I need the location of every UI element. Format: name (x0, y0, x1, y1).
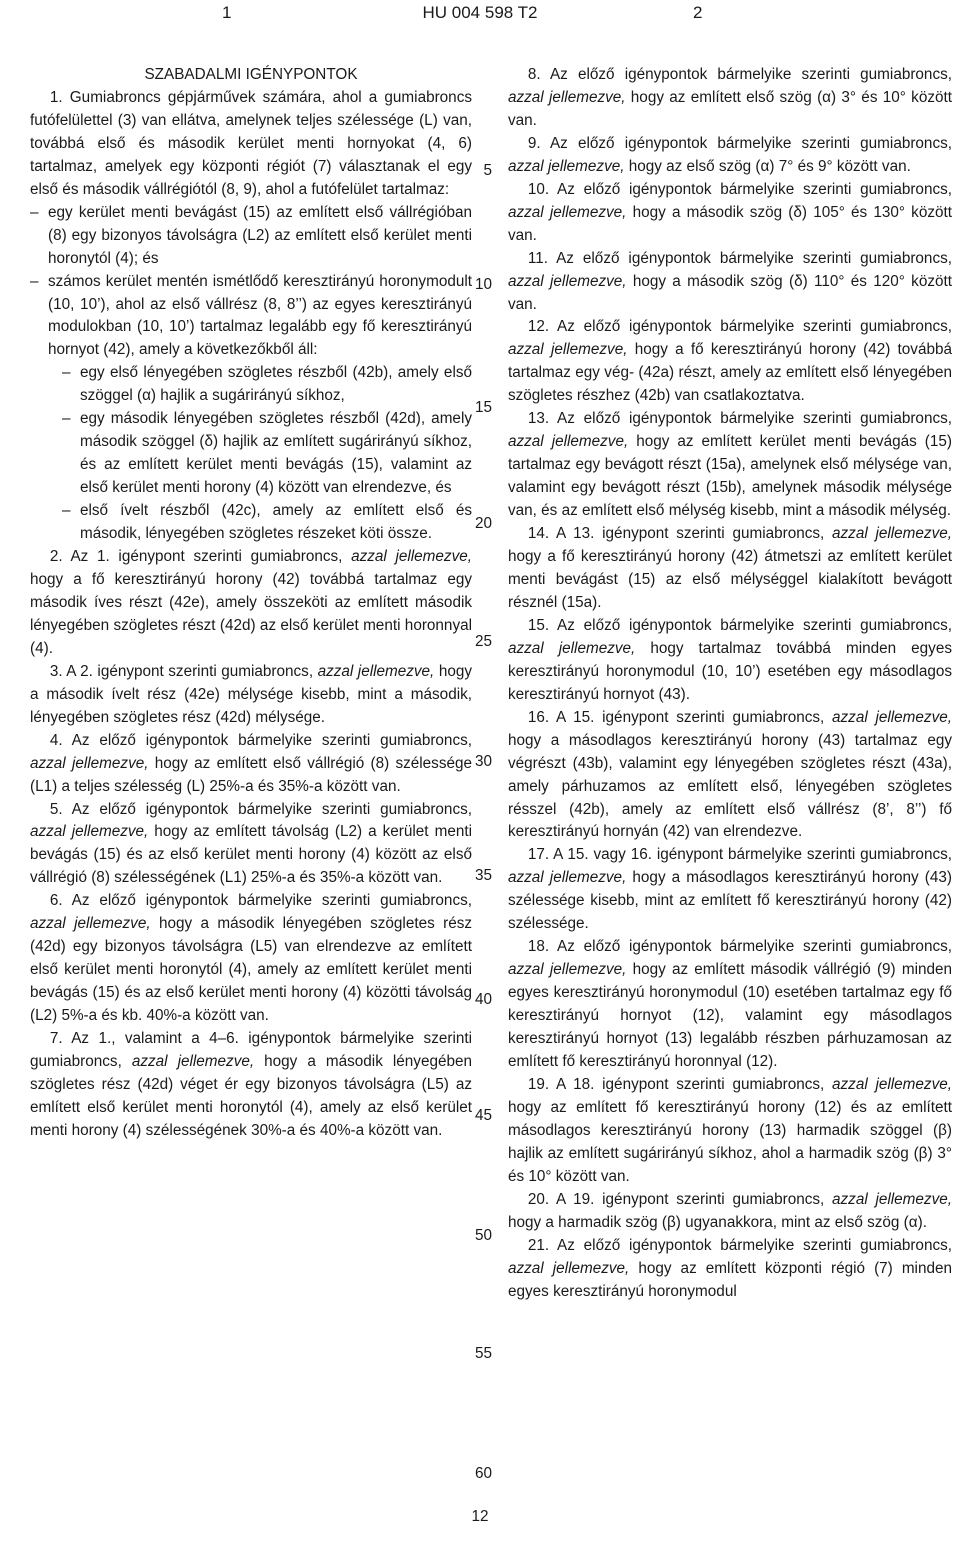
claim-11: 11. Az előző igénypontok bármelyike szerinti gumiabroncs, azzal jellemezve, hogy a második szög (δ) 110° és 120° között van. (508, 249, 952, 313)
claim-21: 21. Az előző igénypontok bármelyike szerinti gumiabroncs, azzal jellemezve, hogy az említett központi régió (7) minden egyes keresztirányú horonymodul (508, 1236, 952, 1300)
claim-8: 8. Az előző igénypontok bármelyike szerinti gumiabroncs, azzal jellemezve, hogy az említett első szög (α) 3° és 10° között van. (508, 66, 952, 129)
header-document-number: HU 004 598 T2 (422, 3, 538, 22)
line-number: 15 (474, 399, 492, 416)
line-number: 60 (474, 1465, 492, 1482)
line-number: 20 (474, 515, 492, 532)
claim-10: 10. Az előző igénypontok bármelyike szerinti gumiabroncs, azzal jellemezve, hogy a második szög (δ) 105° és 130° között van. (508, 180, 952, 244)
claim-7: 7. Az 1., valamint a 4–6. igénypontok bármelyike szerinti gumiabroncs, azzal jellemezve, hogy a második lényegében szögletes rész (42d) véget ér egy bizonyos távolságra (L5) az említett első kerület menti horonytól (4), amely az első kerület menti horony (4) szélességének 30%-a és 40%-a között van. (30, 1030, 472, 1139)
line-number: 30 (474, 753, 492, 770)
claim-5: 5. Az előző igénypontok bármelyike szerinti gumiabroncs, azzal jellemezve, hogy az említett távolság (L2) a kerület menti bevágás (15) és az első kerület menti horony (4) között az első vállrégió (8) szélességének (L1) 25%-a és 35%-a között van. (30, 800, 472, 887)
line-number: 40 (474, 991, 492, 1008)
claim-1-subitem: – első ívelt részből (42c), amely az említett első és második, lényegében szögletes részeket köti össze. (80, 500, 472, 546)
claim-20: 20. A 19. igénypont szerinti gumiabroncs, azzal jellemezve, hogy a harmadik szög (β) ugyanakkora, mint az első szög (α). (508, 1190, 952, 1231)
claim-12: 12. Az előző igénypontok bármelyike szerinti gumiabroncs, azzal jellemezve, hogy a fő keresztirányú horony (42) továbbá tartalmaz egy vég- (42a) részt, amely az említett első lényegében szögletes részhez (42b) van csatlakoztatva. (508, 318, 952, 405)
line-number: 35 (474, 867, 492, 884)
claim-6: 6. Az előző igénypontok bármelyike szerinti gumiabroncs, azzal jellemezve, hogy a második lényegében szögletes rész (42d) egy bizonyos távolságra (L5) van elrendezve az említett első kerület menti horonytól (4), amely az említett kerület menti bevágás (15) és az első kerület menti horony (4) közötti távolság (L2) 5%-a és kb. 40%-a között van. (30, 892, 473, 1025)
claim-15: 15. Az előző igénypontok bármelyike szerinti gumiabroncs, azzal jellemezve, hogy tartalmaz továbbá minden egyes keresztirányú horonymodul (10, 10’) esetében egy másodlagos keresztirányú hornyot (43). (508, 616, 952, 703)
claim-1-item: – számos kerület mentén ismétlődő keresztirányú horonymodult (10, 10’), ahol az első vállrész (8, 8’’) az egyes keresztirányú modulokban (10, 10’) tartalmaz legalább egy fő keresztirányú hornyot (42), amely a következőkből áll: (48, 271, 472, 363)
header-left-page: 1 (222, 3, 232, 22)
claim-1-intro: 1. Gumiabroncs gépjárművek számára, ahol a gumiabroncs futófelülettel (3) van ellátva, amelynek teljes szélessége (L) van, továbbá első és második kerület menti hornyokat (4, 6) tartalmaz, amelyek egy központi régiót (7) választanak el egy első és második vállrégiótól (8, 9), ahol a futófelület tartalmaz: (30, 88, 472, 198)
claim-1-subitem: – egy második lényegében szögletes részből (42d), amely második szöggel (δ) hajlik az említett sugárirányú síkhoz, és az említett kerület menti bevágás (15), valamint az első kerület menti horony (4) között van elrendezve, és (80, 408, 472, 500)
claim-16: 16. A 15. igénypont szerinti gumiabroncs, azzal jellemezve, hogy a másodlagos keresztirányú horony (43) tartalmaz egy végrészt (43b), valamint egy lényegében szögletes részt (43a), amely párhuzamos az említett első, lényegében szögletes résszel (42b), amely az említett első vállrész (8’, 8’’) fő keresztirányú hornyán (42) van elrendezve. (508, 708, 952, 841)
claims-title: SZABADALMI IGÉNYPONTOK (144, 66, 358, 83)
claim-13: 13. Az előző igénypontok bármelyike szerinti gumiabroncs, azzal jellemezve, hogy az említett kerület menti bevágás (15) tartalmaz egy bevágott részt (15a), amelynek első mélysége van, valamint egy bevágott részt (15b), amelynek második mélysége van, és az említett első mélység kisebb, mint a második mélység. (508, 410, 952, 520)
line-number: 50 (474, 1227, 492, 1244)
claim-2: 2. Az 1. igénypont szerinti gumiabroncs, azzal jellemezve, hogy a fő keresztirányú horony (42) továbbá tartalmaz egy második íves részt (42e), amely összeköti az említett második lényegében szögletes részt (42d) az első kerület menti horonnyal (4). (30, 548, 472, 657)
line-number: 25 (474, 633, 492, 650)
header-right-page: 2 (693, 3, 703, 22)
page-number: 12 (471, 1508, 489, 1525)
claim-19: 19. A 18. igénypont szerinti gumiabroncs, azzal jellemezve, hogy az említett fő keresztirányú horony (12) és az említett másodlagos keresztirányú horony (13) harmadik szöggel (β) hajlik az említett sugárirányú síkhoz, ahol a harmadik szög (β) 3° és 10° között van. (508, 1075, 952, 1185)
line-number: 10 (474, 276, 492, 293)
left-column (30, 64, 472, 1143)
claim-1-item: – egy kerület menti bevágást (15) az említett első vállrégióban (8) egy bizonyos távolságra (L2) az említett első kerület menti horonytól (4); és (48, 202, 472, 271)
claim-4: 4. Az előző igénypontok bármelyike szerinti gumiabroncs, azzal jellemezve, hogy az említett első vállrégió (8) szélessége (L1) a teljes szélesség (L) 25%-a és 35%-a között van. (30, 731, 472, 795)
line-number: 55 (474, 1345, 492, 1362)
claim-14: 14. A 13. igénypont szerinti gumiabroncs, azzal jellemezve, hogy a fő keresztirányú horony (42) átmetszi az említett kerület menti bevágást (15) az első mélységgel kialakított bevágott résznél (15a). (508, 525, 952, 611)
right-column (508, 64, 952, 1303)
claim-1-subitem: – egy első lényegében szögletes részből (42b), amely első szöggel (α) hajlik a sugárirányú síkhoz, (80, 362, 472, 408)
claim-3: 3. A 2. igénypont szerinti gumiabroncs, azzal jellemezve, hogy a második ívelt rész (42e) mélysége kisebb, mint a második, lényegében szögletes rész (42d) mélysége. (30, 662, 472, 726)
claim-17: 17. A 15. vagy 16. igénypont bármelyike szerinti gumiabroncs, azzal jellemezve, hogy a másodlagos keresztirányú horony (43) szélessége kisebb, mint az említett fő keresztirányú horony (42) szélessége. (508, 846, 952, 933)
line-number: 5 (483, 162, 492, 179)
claim-18: 18. Az előző igénypontok bármelyike szerinti gumiabroncs, azzal jellemezve, hogy az említett második vállrégió (9) minden egyes keresztirányú horonymodul (10) esetében tartalmaz egy fő keresztirányú hornyot (12), valamint egy másodlagos keresztirányú hornyot (13) legalább részben párhuzamosan az említett fő keresztirányú horonnyal (12). (508, 938, 952, 1070)
line-number: 45 (474, 1107, 492, 1124)
claim-9: 9. Az előző igénypontok bármelyike szerinti gumiabroncs, azzal jellemezve, hogy az első szög (α) 7° és 9° között van. (508, 134, 952, 175)
